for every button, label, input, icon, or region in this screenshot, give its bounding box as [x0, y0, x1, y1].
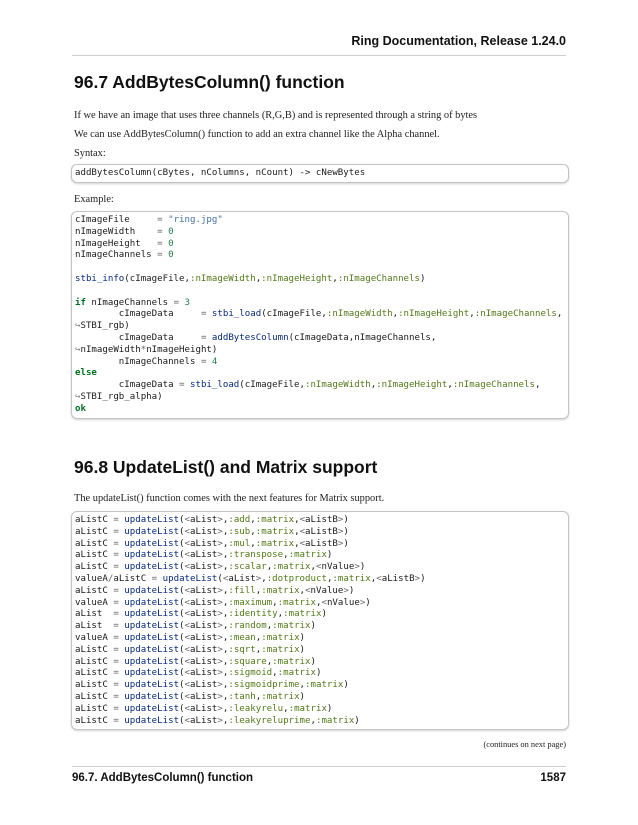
section-heading-addbytescolumn: 96.7 AddBytesColumn() function	[74, 72, 345, 92]
header-divider	[72, 55, 566, 56]
intro-paragraph: If we have an image that uses three channels (R,G,B) and is represented through a string of bytes	[74, 110, 478, 121]
example-label: Example:	[74, 194, 114, 205]
footer-section-title: 96.7. AddBytesColumn() function	[72, 772, 254, 784]
syntax-label: Syntax:	[74, 148, 106, 159]
updatelist-paragraph: The updateList() function comes with the next features for Matrix support.	[74, 493, 385, 504]
syntax-code-block	[71, 164, 569, 183]
syntax-code-line: addBytesColumn(cBytes, nColumns, nCount) -> cNewBytes	[75, 168, 366, 178]
updatelist-code-block: aListC = updateList(<aList>,:add,:matrix,<aListB>) aListC = updateList(<aList>,:sub,:matrix,<aListB>) aListC = updateList(<aList>,:mul,:matrix,<aListB>) aListC = updateList(<aList>,:transpose,:matrix) aListC = updateList(<aList>,:scalar,:matrix,<nValue>) valueA/aListC = updateList(<aList>,:dotproduct,:matrix,<aListB>) aListC = updateList(<aList>,:fill,:matrix,<nValue>) valueA = updateList(<aList>,:maximum,:matrix,<nValue>) aList = updateList(<aList>,:identity,:matrix) aList = updateList(<aList>,:random,:matrix) valueA = updateList(<aList>,:mean,:matrix) aListC = updateList(<aList>,:sqrt,:matrix) aListC = updateList(<aList>,:square,:matrix) aListC = updateList(<aList>,:sigmoid,:matrix) aListC = updateList(<aList>,:sigmoidprime,:matrix) aListC = updateList(<aList>,:tanh,:matrix) aListC = updateList(<aList>,:leakyrelu,:matrix) aListC = updateList(<aList>,:leakyreluprime,:matrix)	[71, 511, 569, 730]
continues-note: (continues on next page)	[483, 740, 566, 749]
example-code-block: cImageFile = "ring.jpg" nImageWidth = 0 nImageHeight = 0 nImageChannels = 0 stbi_info(cImageFile,:nImageWidth,:nImageHeight,:nImageChannels) if nImageChannels = 3 cImageData = stbi_load(cImageFile,:nImageWidth,:nImageHeight,:nImageChannels, ↪STBI_rgb) cImageData = addBytesColumn(cImageData,nImageChannels, ↪nImageWidth*nImageHeight) nImageChannels = 4 else cImageData = stbi_load(cImageFile,:nImageWidth,:nImageHeight,:nImageChannels, ↪STBI_rgb_alpha) ok	[71, 211, 569, 419]
running-header: Ring Documentation, Release 1.24.0	[351, 34, 566, 48]
footer-divider	[72, 766, 566, 767]
section-heading-updatelist: 96.8 UpdateList() and Matrix support	[74, 457, 378, 477]
description-paragraph: We can use AddBytesColumn() function to add an extra channel like the Alpha channel.	[74, 129, 440, 140]
page-number: 1587	[540, 772, 566, 784]
